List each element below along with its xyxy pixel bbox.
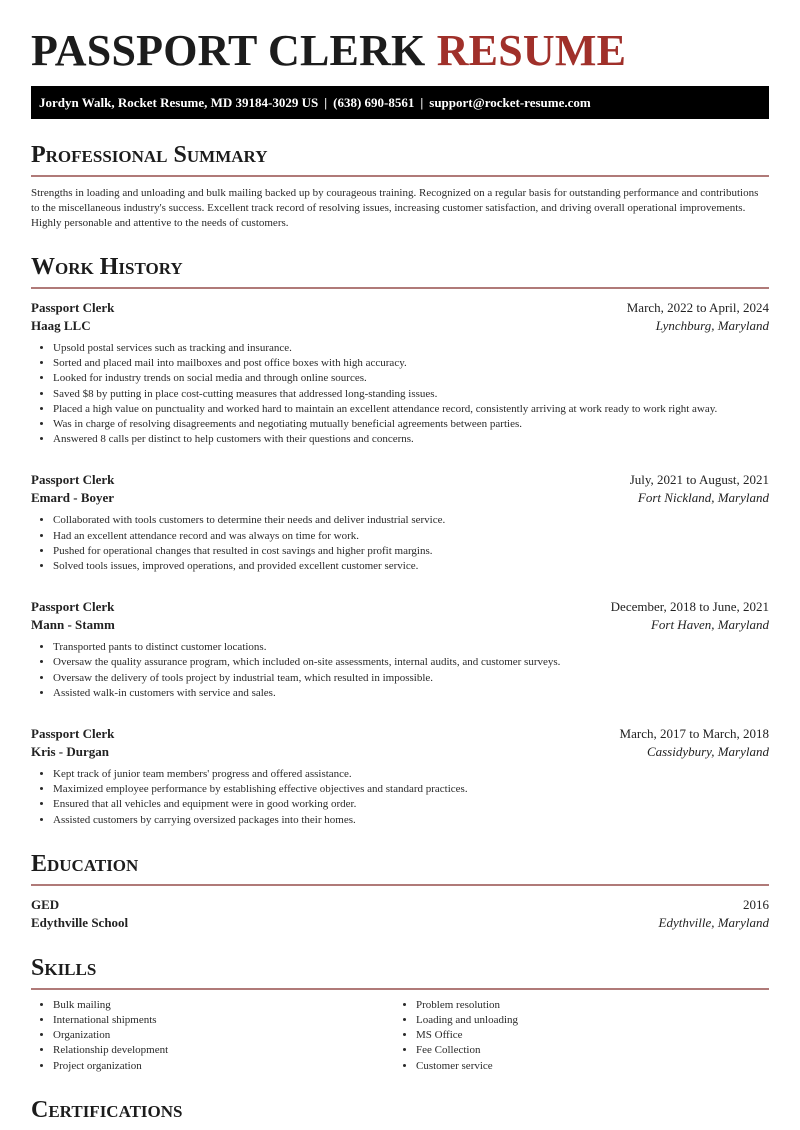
company-name: Emard - Boyer [31, 490, 115, 506]
skill-item: • Organization [53, 1028, 394, 1043]
job-bullet: • Looked for industry trends on social media and through online sources. [53, 371, 769, 386]
job-bullet: • Assisted customers by carrying oversized packages into their homes. [53, 813, 769, 828]
job-title: Passport Clerk [31, 300, 115, 315]
education-heading: Education [31, 850, 769, 886]
skill-item: • Bulk mailing [53, 998, 394, 1013]
job-location: Fort Haven, Maryland [650, 617, 769, 633]
job-bullets [31, 341, 769, 447]
school: Edythville School [31, 914, 129, 930]
job-bullet: • Answered 8 calls per distinct to help customers with their questions and concerns. [53, 432, 769, 447]
job-bullets [31, 513, 769, 574]
job-dates: March, 2022 to April, 2024 [626, 300, 769, 315]
skills-left [31, 998, 394, 1074]
certifications-heading: Certifications [31, 1096, 183, 1123]
job-location: Fort Nickland, Maryland [637, 490, 769, 506]
summary-heading: Professional Summary [31, 141, 769, 177]
separator: | [420, 95, 424, 110]
summary-text: Strengths in loading and unloading and bulk mailing backed up by courageous training. Recognized on a regular basis for outstanding performance and contributions to the miscellaneous industry's success. Excellent track record of resolving issues, increasing customer satisfaction, and driving overall operational improvements. Highly personable and attentive to the needs of customers. [31, 187, 759, 229]
job-entry [31, 598, 769, 701]
degree: GED [31, 896, 60, 912]
work-history-heading: Work History [31, 253, 769, 289]
job-entry [31, 471, 769, 574]
job-bullet: • Oversaw the delivery of tools project by industrial team, which resulted in impossible. [53, 671, 769, 686]
contact-bar [31, 86, 769, 119]
job-dates: March, 2017 to March, 2018 [619, 726, 769, 742]
job-bullet: • Sorted and placed mail into mailboxes and post office boxes with high accuracy. [53, 356, 769, 371]
job-entry [31, 725, 769, 828]
skill-item: • Customer service [416, 1059, 757, 1074]
skill-item: • Project organization [53, 1059, 394, 1074]
job-bullet: • Upsold postal services such as tracking and insurance. [53, 341, 769, 356]
job-dates: July, 2021 to August, 2021 [629, 472, 769, 488]
job-bullet: • Saved $8 by putting in place cost-cutting measures that addressed long-standing issues. [53, 387, 769, 402]
job-bullet: • Pushed for operational changes that resulted in cost savings and higher profit margins. [53, 544, 769, 559]
job-bullet: • Collaborated with tools customers to determine their needs and deliver industrial service. [53, 513, 769, 528]
job-bullet: • Kept track of junior team members' progress and offered assistance. [53, 767, 769, 782]
job-location: Cassidybury, Maryland [646, 744, 769, 760]
job-bullet: • Was in charge of resolving disagreements and negotiating mutually beneficial agreements between parties. [53, 417, 769, 432]
school-location: Edythville, Maryland [658, 914, 769, 930]
company-name: Mann - Stamm [31, 617, 115, 633]
contact-address: Jordyn Walk, Rocket Resume, MD 39184-3029 US [39, 95, 319, 110]
skill-item: • International shipments [53, 1013, 394, 1028]
title-accent: RESUME [436, 26, 627, 75]
job-dates: December, 2018 to June, 2021 [610, 599, 769, 615]
job-bullet: • Transported pants to distinct customer locations. [53, 640, 769, 655]
company-name: Haag LLC [31, 318, 91, 333]
skill-item: • MS Office [416, 1028, 757, 1043]
skills-right [394, 998, 757, 1074]
job-bullet: • Had an excellent attendance record and was always on time for work. [53, 529, 769, 544]
job-bullet: • Maximized employee performance by establishing effective objectives and standard practices. [53, 782, 769, 797]
job-title: Passport Clerk [31, 472, 115, 488]
job-bullet: • Ensured that all vehicles and equipment were in good working order. [53, 797, 769, 812]
contact-email[interactable]: support@rocket-resume.com [429, 95, 591, 110]
education-year: 2016 [743, 896, 769, 912]
company-name: Kris - Durgan [31, 744, 109, 760]
separator: | [324, 95, 328, 110]
job-bullet: • Solved tools issues, improved operations, and provided excellent customer service. [53, 559, 769, 574]
skill-item: • Relationship development [53, 1043, 394, 1058]
job-entry [31, 299, 769, 447]
skill-item: • Fee Collection [416, 1043, 757, 1058]
job-bullet: • Assisted walk-in customers with service and sales. [53, 686, 769, 701]
title-main: PASSPORT CLERK [31, 26, 426, 75]
skills-list [31, 998, 769, 1074]
job-title: Passport Clerk [31, 726, 115, 742]
job-bullet: • Placed a high value on punctuality and worked hard to maintain an excellent attendance record, consistently arriving at work ready to work right away. [53, 402, 769, 417]
contact-phone: (638) 690-8561 [333, 95, 415, 110]
education-entry [31, 896, 769, 932]
job-bullets [31, 640, 769, 701]
job-bullet: • Oversaw the quality assurance program, which included on-site assessments, internal audits, and customer surveys. [53, 655, 769, 670]
job-location: Lynchburg, Maryland [655, 318, 769, 333]
job-title: Passport Clerk [31, 599, 115, 615]
job-bullets [31, 767, 769, 828]
skill-item: • Problem resolution [416, 998, 757, 1013]
resume-title [31, 26, 769, 76]
job-list [31, 299, 769, 828]
skill-item: • Loading and unloading [416, 1013, 757, 1028]
skills-heading: Skills [31, 954, 769, 990]
